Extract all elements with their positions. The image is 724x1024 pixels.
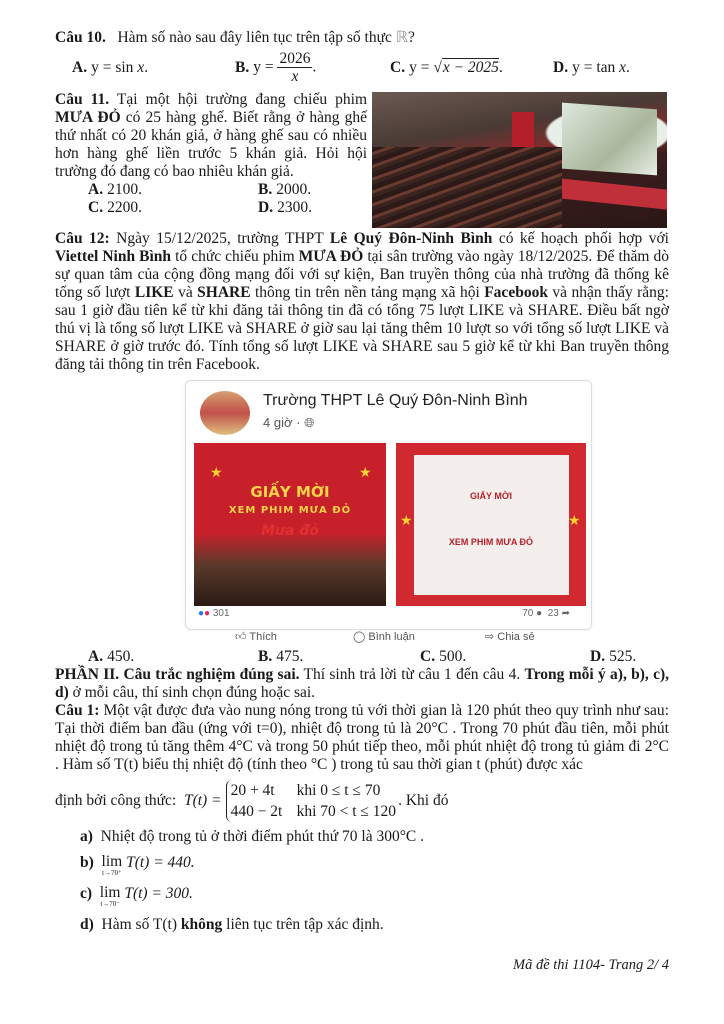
case1-expr: 20 + 4t [230,782,275,799]
q1-item-b [80,854,669,877]
option-key: D. [590,648,606,665]
text-segment: tại sân trường vào ngày 18/12/2025. Để thăm dò sự quan tâm của cộng đồng mạng đối với sự kiện, Ban truyền thông của nhà trường đã thống kê tổng số lượt [55,248,669,301]
bold-text: LIKE [134,284,174,301]
page-name: Trường THPT Lê Quý Đôn-Ninh Bình [263,392,528,409]
text-segment: và [173,284,198,301]
poster-right [396,443,586,606]
bold-text: Viettel Ninh Bình [55,248,172,265]
denominator: x [291,68,299,85]
formula-intro: định bởi công thức: [55,792,177,809]
q10-option-b [235,50,316,85]
option-value: 475. [276,648,304,665]
text-segment: có kế hoạch phối hợp với [492,230,669,247]
option-key: A. [88,648,104,665]
option-var: x [137,59,145,76]
lim-word: lim [99,884,121,901]
option-value: 2000. [276,181,312,198]
bold-text: MƯA ĐỎ [55,109,121,126]
formula-lhs: T(t) = [183,792,222,809]
option-key: C. [390,59,406,76]
thumb-up-icon: 👍︎ [235,631,247,643]
bold-text: PHẦN II. Câu trắc nghiệm đúng sai. [55,666,300,683]
lim-sub: t→70⁻ [100,900,120,908]
bold-text: MƯA ĐỎ [298,248,364,265]
option-key: B. [258,181,273,198]
option-key: A. [88,181,104,198]
page-avatar [200,391,250,435]
share-icon: ➦ [561,608,570,619]
option-expr: y = [253,58,274,76]
option-value: 2100. [107,181,142,198]
page-footer: Mã đề thi 1104- Trang 2/ 4 [512,957,669,973]
q1-item-d [80,916,669,934]
option-key: D. [258,199,274,216]
q12-option-d [590,648,700,666]
movie-logo: Mưa đỏ [261,523,319,539]
q11-options [55,181,367,217]
q1-item-a [80,828,669,846]
q11-block [55,91,669,228]
poster-event: XEM PHIM MƯA ĐỎ [448,537,534,547]
text-segment: ở mỗi câu, thí sinh chọn đúng hoặc sai. [68,684,316,701]
q1-item-c [80,885,669,908]
item-key: b) [80,854,94,871]
case2-cond: khi 70 < t ≤ 120 [296,803,397,820]
part2-heading [55,666,669,702]
q11-text-column [55,91,367,217]
text-segment: Một vật được đưa vào nung nóng trong tủ với thời gian là 120 phút theo quy trình như sau: Tại thời điểm ban đầu (ứng với t=0), nhiệt độ trong tủ là 20°C . Trong 70 phút đầu tiên, mỗi phút nhiệt độ trong tủ tăng thêm 4°C và trong 50 phút tiếp theo, mỗi phút nhiệt độ trong tủ giảm đi 2°C . Hàm số T(t) biểu thị nhiệt độ (tính theo °C ) trong tủ sau thời gian t (phút) được xác [55,702,669,773]
share-button[interactable] [485,630,535,644]
bold-text: Facebook [484,284,548,301]
option-expr: y = sin [91,59,134,76]
q10-option-d [553,59,630,77]
share-count[interactable]: 23 [547,608,559,619]
radicand: x − 2025 [442,59,499,76]
bold-text: Câu 11. [55,91,110,108]
text-segment: Tại một hội trường đang chiếu phim [109,91,367,108]
option-var: x [619,59,627,76]
poster-title: GIẤY MỜI [250,483,330,501]
share-label: Chia sẻ [497,631,535,643]
item-text-end: liên tục trên tập xác định. [222,916,384,933]
option-key: B. [235,58,250,76]
formula-after: . Khi đó [398,792,449,809]
numerator: 2026 [279,50,311,67]
option-key: C. [88,199,104,216]
post-time [263,415,314,431]
text-segment: và nhận thấy rằng: sau 1 giờ đầu tiên kể từ khi đăng tải thông tin đã có tổng 75 lượt LIKE và SHARE. Điều bất ngờ thú vị là tổng số lượt LIKE và SHARE ở giờ sau lại tăng thêm 10 lượt so với tổng số lượt LIKE và SHARE ở giờ trước đó. Tính tổng số lượt LIKE và SHARE sau 5 giờ kể từ khi Ban truyền thông đăng tải thông tin trên Facebook. [55,284,669,373]
q10-options [55,49,669,87]
globe-icon: 🌐︎ [304,415,315,430]
item-key: a) [80,828,93,845]
poster-subtitle: XEM PHIM MƯA ĐỎ [228,505,352,516]
option-key: C. [420,648,436,665]
text-segment: tổ chức chiếu phim [171,248,299,265]
post-time-text: 4 giờ · [263,415,301,430]
option-value: 2200. [107,199,142,216]
option-key: B. [258,648,273,665]
q1-formula [55,780,669,822]
reaction-icons: ● [198,608,205,619]
option-expr: y = tan [572,59,616,76]
post-stats [198,608,578,620]
q11-stem [55,91,367,181]
bold-text: Câu 1: [55,702,100,719]
q10-qmark: ? [408,29,415,46]
post-actions [185,630,590,646]
item-text: T(t) = 440. [126,854,195,871]
piecewise-cases [226,780,397,822]
text-segment: thông tin trên nền tảng mạng xã hội [250,284,485,301]
q10-option-c: C. y = √x − 2025. [390,59,503,76]
option-punct: . [498,59,503,76]
bold-text: Trong mỗi ý a), b), c), d) [55,666,669,701]
option-punct: . [144,59,149,76]
q12-options [55,648,669,666]
lim-word: lim [101,853,123,870]
facebook-post [185,380,592,630]
option-expr: y = [409,59,430,76]
star-icon: ★ [400,512,413,528]
q1-items [55,828,669,934]
option-value: 500. [439,648,467,665]
limit [100,885,121,908]
item-text: Hàm số T(t) [101,916,181,933]
q12-stem [55,230,669,374]
q12-option-c [420,648,590,666]
case1-cond: khi 0 ≤ t ≤ 70 [296,782,381,799]
option-punct: . [312,58,317,76]
text-segment: Thí sinh trả lời từ câu 1 đến câu 4. [299,666,525,683]
star-icon: ★ [568,512,581,528]
option-key: D. [553,59,569,76]
q10-option-a [72,59,148,77]
heart-icon: ● [204,608,211,619]
star-icon: ★ [359,464,372,480]
reaction-count[interactable]: 301 [212,608,230,619]
option-value: 450. [107,648,135,665]
share-arrow-icon: ⇨ [485,631,495,643]
bold-text: Câu 12: [55,230,110,247]
poster-title: GIẤY MỜI [469,491,513,501]
option-punct: . [626,59,630,76]
comment-button[interactable] [353,630,415,644]
bold-text: SHARE [197,284,251,301]
like-button[interactable] [235,630,277,644]
q11-option-c [88,199,258,217]
comment-icon: ● [536,608,543,619]
text-segment: Ngày 15/12/2025, trường THPT [109,230,330,247]
q10-stem [55,29,669,47]
comment-label: Bình luận [368,631,415,643]
item-key: d) [80,916,94,933]
star-icon: ★ [210,464,223,480]
cinema-photo [372,92,667,228]
lim-sub: t→70⁺ [102,869,122,877]
option-value: 2300. [277,199,312,216]
comment-bubble-icon: ◯ [353,631,366,643]
bold-text: Lê Quý Đôn-Ninh Bình [329,230,493,247]
item-text: Nhiệt độ trong tủ ở thời điểm phút thứ 70 là 300°C . [100,828,424,845]
item-text: T(t) = 300. [124,885,193,902]
poster-left [194,443,386,606]
item-key: c) [80,885,93,902]
option-key: A. [72,59,88,76]
q12-option-a [88,648,258,666]
q10-label: Câu 10. [55,29,106,46]
text-segment: có 25 hàng ghế. Biết rằng ở hàng ghế thứ nhất có 20 khán giả, ở hàng ghế sau có nhiều hơn hàng ghế liền trước 5 khán giả. Hỏi hội trường đó đang có bao nhiêu khán giả. [55,109,367,180]
q10-text: Hàm số nào sau đây liên tục trên tập số thực [117,29,392,46]
real-set-symbol: ℝ [395,29,409,46]
q11-option-a [88,181,258,199]
option-value: 525. [609,648,637,665]
fraction [277,50,312,85]
limit [102,854,123,877]
case2-expr: 440 − 2t [230,803,283,820]
comment-count[interactable]: 70 [522,608,534,619]
q1-stem [55,702,669,774]
q12-option-b [258,648,420,666]
item-bold: không [180,916,223,933]
like-label: Thích [249,631,277,643]
